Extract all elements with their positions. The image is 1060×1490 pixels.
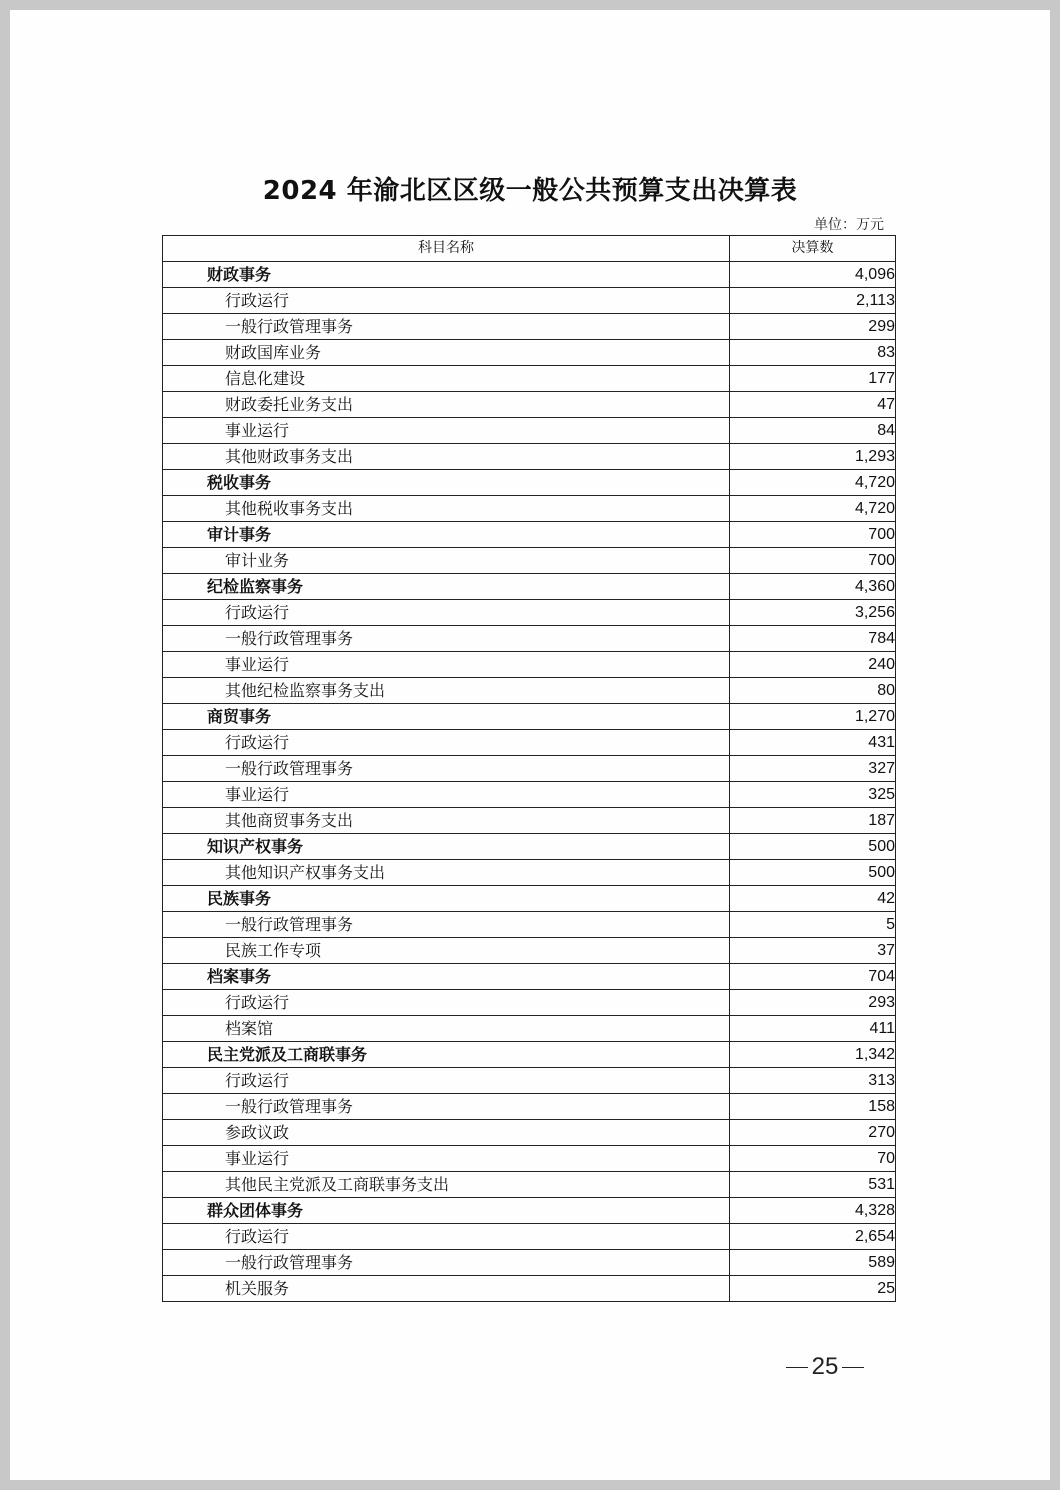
table-row <box>163 1224 896 1250</box>
amount-cell: 411 <box>730 1016 896 1042</box>
category-name-cell: 财政事务 <box>163 262 730 288</box>
item-name-cell: 财政委托业务支出 <box>163 392 730 418</box>
header-final-amount: 决算数 <box>730 236 896 262</box>
item-name-cell: 事业运行 <box>163 1146 730 1172</box>
item-name-cell: 行政运行 <box>163 288 730 314</box>
table-row <box>163 834 896 860</box>
table-row <box>163 1146 896 1172</box>
table-row <box>163 1172 896 1198</box>
table-row <box>163 1198 896 1224</box>
item-name-cell: 审计业务 <box>163 548 730 574</box>
item-name-cell: 一般行政管理事务 <box>163 1094 730 1120</box>
item-name-cell: 行政运行 <box>163 600 730 626</box>
item-name-cell: 一般行政管理事务 <box>163 756 730 782</box>
amount-cell: 1,342 <box>730 1042 896 1068</box>
amount-cell: 37 <box>730 938 896 964</box>
budget-table <box>162 235 896 1302</box>
category-name-cell: 商贸事务 <box>163 704 730 730</box>
amount-cell: 531 <box>730 1172 896 1198</box>
page-number-dash-right <box>842 1367 864 1368</box>
table-row <box>163 626 896 652</box>
table-row <box>163 1016 896 1042</box>
amount-cell: 2,113 <box>730 288 896 314</box>
table-row <box>163 470 896 496</box>
amount-cell: 700 <box>730 522 896 548</box>
table-row <box>163 340 896 366</box>
item-name-cell: 民族工作专项 <box>163 938 730 964</box>
table-row <box>163 730 896 756</box>
table-body <box>163 262 896 1302</box>
table-row <box>163 1068 896 1094</box>
table-row <box>163 1094 896 1120</box>
table-row <box>163 366 896 392</box>
category-name-cell: 民族事务 <box>163 886 730 912</box>
category-name-cell: 群众团体事务 <box>163 1198 730 1224</box>
item-name-cell: 机关服务 <box>163 1276 730 1302</box>
amount-cell: 80 <box>730 678 896 704</box>
table-row <box>163 1042 896 1068</box>
item-name-cell: 其他税收事务支出 <box>163 496 730 522</box>
table-row <box>163 756 896 782</box>
item-name-cell: 参政议政 <box>163 1120 730 1146</box>
amount-cell: 313 <box>730 1068 896 1094</box>
table-row <box>163 522 896 548</box>
category-name-cell: 税收事务 <box>163 470 730 496</box>
item-name-cell: 财政国库业务 <box>163 340 730 366</box>
table-row <box>163 704 896 730</box>
item-name-cell: 其他知识产权事务支出 <box>163 860 730 886</box>
item-name-cell: 其他民主党派及工商联事务支出 <box>163 1172 730 1198</box>
amount-cell: 270 <box>730 1120 896 1146</box>
amount-cell: 177 <box>730 366 896 392</box>
table-row <box>163 574 896 600</box>
table-row <box>163 600 896 626</box>
item-name-cell: 行政运行 <box>163 1068 730 1094</box>
table-row <box>163 418 896 444</box>
table-row <box>163 678 896 704</box>
table-row <box>163 496 896 522</box>
amount-cell: 158 <box>730 1094 896 1120</box>
page-number-value: 25 <box>811 1353 839 1380</box>
item-name-cell: 行政运行 <box>163 1224 730 1250</box>
item-name-cell: 其他财政事务支出 <box>163 444 730 470</box>
table-row <box>163 262 896 288</box>
table-row <box>163 782 896 808</box>
item-name-cell: 其他纪检监察事务支出 <box>163 678 730 704</box>
amount-cell: 293 <box>730 990 896 1016</box>
table-row <box>163 314 896 340</box>
table-row <box>163 652 896 678</box>
amount-cell: 240 <box>730 652 896 678</box>
amount-cell: 70 <box>730 1146 896 1172</box>
amount-cell: 431 <box>730 730 896 756</box>
amount-cell: 187 <box>730 808 896 834</box>
table-row <box>163 886 896 912</box>
amount-cell: 84 <box>730 418 896 444</box>
item-name-cell: 档案馆 <box>163 1016 730 1042</box>
amount-cell: 5 <box>730 912 896 938</box>
page-title: 2024 年渝北区区级一般公共预算支出决算表 <box>262 176 798 206</box>
amount-cell: 700 <box>730 548 896 574</box>
table-row <box>163 912 896 938</box>
table-row <box>163 1250 896 1276</box>
table-row <box>163 990 896 1016</box>
amount-cell: 25 <box>730 1276 896 1302</box>
amount-cell: 3,256 <box>730 600 896 626</box>
amount-cell: 500 <box>730 834 896 860</box>
table-row <box>163 964 896 990</box>
amount-cell: 784 <box>730 626 896 652</box>
amount-cell: 1,293 <box>730 444 896 470</box>
category-name-cell: 民主党派及工商联事务 <box>163 1042 730 1068</box>
category-name-cell: 知识产权事务 <box>163 834 730 860</box>
amount-cell: 4,720 <box>730 496 896 522</box>
item-name-cell: 行政运行 <box>163 730 730 756</box>
amount-cell: 299 <box>730 314 896 340</box>
item-name-cell: 信息化建设 <box>163 366 730 392</box>
item-name-cell: 事业运行 <box>163 418 730 444</box>
amount-cell: 1,270 <box>730 704 896 730</box>
item-name-cell: 事业运行 <box>163 782 730 808</box>
amount-cell: 4,360 <box>730 574 896 600</box>
category-name-cell: 档案事务 <box>163 964 730 990</box>
amount-cell: 4,720 <box>730 470 896 496</box>
amount-cell: 500 <box>730 860 896 886</box>
item-name-cell: 一般行政管理事务 <box>163 912 730 938</box>
table-row <box>163 444 896 470</box>
item-name-cell: 行政运行 <box>163 990 730 1016</box>
amount-cell: 704 <box>730 964 896 990</box>
table-row <box>163 392 896 418</box>
table-row <box>163 860 896 886</box>
table-row <box>163 288 896 314</box>
table-row <box>163 808 896 834</box>
page-number-dash-left <box>786 1367 808 1368</box>
amount-cell: 4,328 <box>730 1198 896 1224</box>
table-header-row <box>163 236 896 262</box>
amount-cell: 325 <box>730 782 896 808</box>
item-name-cell: 事业运行 <box>163 652 730 678</box>
table-row <box>163 1120 896 1146</box>
amount-cell: 4,096 <box>730 262 896 288</box>
amount-cell: 42 <box>730 886 896 912</box>
category-name-cell: 纪检监察事务 <box>163 574 730 600</box>
item-name-cell: 一般行政管理事务 <box>163 1250 730 1276</box>
table-row <box>163 548 896 574</box>
table-row <box>163 938 896 964</box>
header-subject-name: 科目名称 <box>163 236 730 262</box>
amount-cell: 2,654 <box>730 1224 896 1250</box>
table-row <box>163 1276 896 1302</box>
amount-cell: 327 <box>730 756 896 782</box>
amount-cell: 589 <box>730 1250 896 1276</box>
amount-cell: 83 <box>730 340 896 366</box>
category-name-cell: 审计事务 <box>163 522 730 548</box>
item-name-cell: 一般行政管理事务 <box>163 626 730 652</box>
item-name-cell: 其他商贸事务支出 <box>163 808 730 834</box>
page-number <box>760 1353 890 1381</box>
item-name-cell: 一般行政管理事务 <box>163 314 730 340</box>
unit-label: 单位：万元 <box>814 217 884 233</box>
amount-cell: 47 <box>730 392 896 418</box>
